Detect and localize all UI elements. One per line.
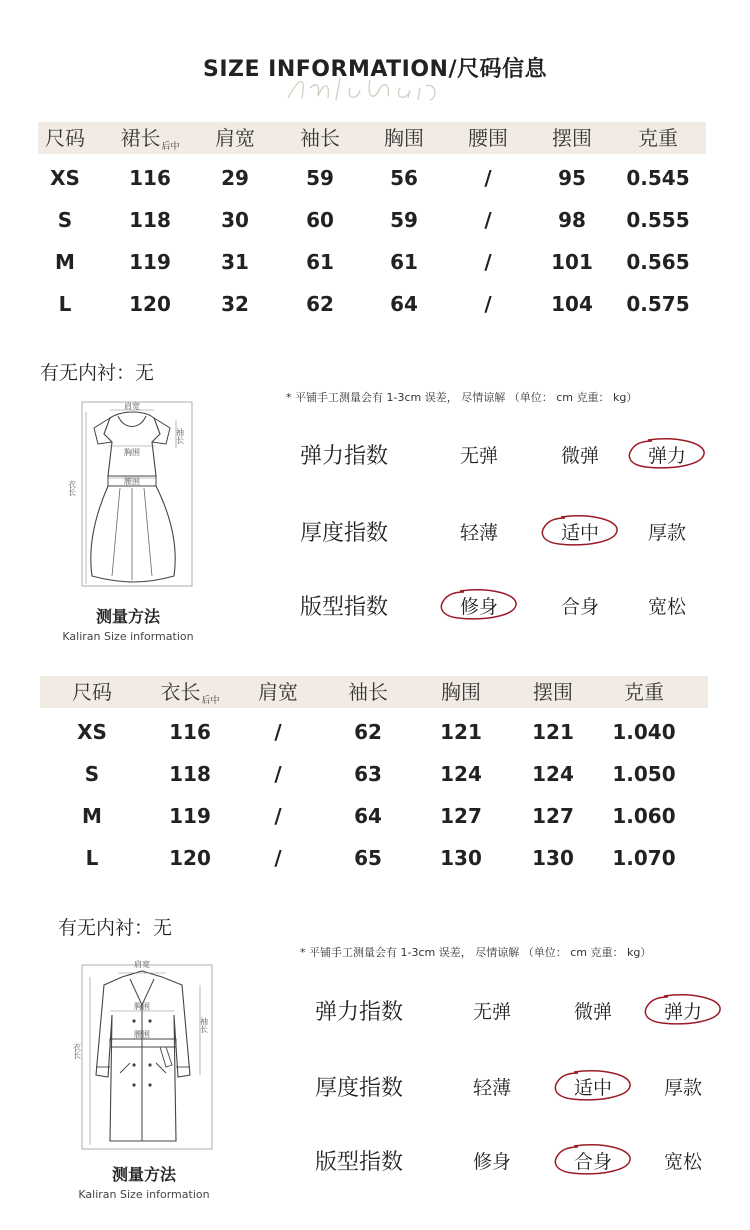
- dress-diagram: [62, 398, 202, 594]
- table2-header-label: 胸围: [441, 680, 481, 704]
- table2-cell: 1.060: [612, 804, 676, 828]
- table2-cell: 130: [532, 846, 574, 870]
- section2-index-label: 厚度指数: [315, 1076, 404, 1101]
- table1-cell: XS: [50, 166, 80, 190]
- measurement-note-2: * 平铺手工测量会有 1-3cm 误差， 尽情谅解 （单位： cm 克重： kg）: [300, 946, 652, 959]
- section1-index-option: 适中: [560, 522, 599, 544]
- table2-header-1: [145, 676, 235, 713]
- diagram-label-waist: 腰围: [124, 477, 140, 486]
- coat-diagram: [70, 955, 220, 1155]
- diagram-label-bust: 胸围: [124, 448, 140, 457]
- section2-index-option: 适中: [573, 1077, 612, 1099]
- table2-cell: 120: [169, 846, 211, 870]
- measurement-note: * 平铺手工测量会有 1-3cm 误差， 尽情谅解 （单位： cm 克重： kg）: [286, 391, 638, 404]
- page-title: SIZE INFORMATION/尺码信息: [203, 57, 547, 82]
- lining-info: 有无内衬：无: [40, 362, 155, 384]
- table1-header-label: 肩宽: [215, 126, 255, 150]
- table1-cell: 119: [129, 250, 171, 274]
- table1-cell: 118: [129, 208, 171, 232]
- table1-header-label: 腰围: [468, 126, 508, 150]
- diagram-caption-sub: Kaliran Size information: [62, 630, 194, 643]
- table2-cell: 119: [169, 804, 211, 828]
- table2-header-label: 克重: [624, 680, 664, 704]
- table1-header-6: [527, 122, 617, 154]
- table1-cell: 60: [306, 208, 334, 232]
- section1-index-label: 厚度指数: [300, 521, 389, 546]
- table1-header-label: 尺码: [45, 126, 85, 150]
- lining-info-2: 有无内衬：无: [58, 917, 173, 939]
- table2-header-label: 肩宽: [258, 680, 298, 704]
- section2-index-option: 厚款: [663, 1077, 702, 1099]
- table1-header-1: [105, 122, 195, 159]
- table1-cell: 104: [551, 292, 593, 316]
- table1-header-label: 摆围: [552, 126, 592, 150]
- table2-cell: 64: [354, 804, 382, 828]
- table1-header-label: 胸围: [384, 126, 424, 150]
- diagram-caption: 测量方法: [95, 607, 160, 626]
- section2-index-option: 轻薄: [472, 1077, 511, 1099]
- section1-index-option: 合身: [560, 596, 599, 618]
- table1-cell: L: [58, 292, 72, 316]
- table2-cell: L: [85, 846, 99, 870]
- table2-cell: 121: [440, 720, 482, 744]
- section2-index-option: 宽松: [663, 1151, 702, 1173]
- table2-header-suffix: 后中: [201, 696, 220, 706]
- table1-header-label: 袖长: [300, 126, 340, 150]
- table2-cell: 62: [354, 720, 382, 744]
- table1-cell: 59: [390, 208, 418, 232]
- table2-header-label: 袖长: [348, 680, 388, 704]
- table1-cell: S: [57, 208, 73, 232]
- table1-cell: 56: [390, 166, 418, 190]
- table1-header-label: 裙长: [120, 126, 161, 150]
- table2-header-label: 衣长: [160, 680, 201, 704]
- table2-header-3: [323, 676, 413, 708]
- diagram2-label-shoulder: 肩宽: [134, 960, 150, 969]
- diagram2-label-length: 衣长: [72, 1043, 82, 1059]
- table2-cell: 1.050: [612, 762, 676, 786]
- table1-header-3: [275, 122, 365, 154]
- section2-index-option: 微弹: [573, 1001, 612, 1023]
- table2-cell: 130: [440, 846, 482, 870]
- diagram-label-sleeve: 袖长: [175, 428, 185, 444]
- section2-index-option: 弹力: [663, 1001, 702, 1023]
- table1-header-0: [20, 122, 110, 154]
- section2-index-label: 弹力指数: [315, 1000, 404, 1025]
- watermark-script: [280, 70, 470, 106]
- table1-header-label: 克重: [638, 126, 678, 150]
- table2-cell: 127: [440, 804, 482, 828]
- table1-cell: 32: [221, 292, 249, 316]
- table1-cell: 62: [306, 292, 334, 316]
- table2-cell: 127: [532, 804, 574, 828]
- table2-cell: /: [274, 846, 282, 870]
- table1-cell: 61: [390, 250, 418, 274]
- table2-header-4: [416, 676, 506, 708]
- section1-index-option: 轻薄: [459, 522, 498, 544]
- table1-cell: /: [484, 166, 492, 190]
- table2-cell: /: [274, 720, 282, 744]
- table2-cell: 116: [169, 720, 211, 744]
- table1-cell: 64: [390, 292, 418, 316]
- table2-header-0: [47, 676, 137, 708]
- table1-cell: 116: [129, 166, 171, 190]
- diagram-label-shoulder: 肩宽: [124, 402, 140, 411]
- table2-cell: 65: [354, 846, 382, 870]
- table2-cell: XS: [77, 720, 107, 744]
- table1-cell: 61: [306, 250, 334, 274]
- table2-header-2: [233, 676, 323, 708]
- diagram2-label-sleeve: 袖长: [199, 1017, 209, 1033]
- table2-header-5: [508, 676, 598, 708]
- table1-cell: /: [484, 208, 492, 232]
- table2-header-6: [599, 676, 689, 708]
- section1-index-option: 微弹: [560, 445, 599, 467]
- table1-header-7: [613, 122, 703, 154]
- diagram2-label-waist: 腰围: [134, 1030, 150, 1039]
- section1-index-option: 修身: [459, 596, 498, 618]
- table2-cell: 1.070: [612, 846, 676, 870]
- table1-cell: 98: [558, 208, 586, 232]
- table2-cell: M: [82, 804, 102, 828]
- diagram2-label-bust: 胸围: [134, 1002, 150, 1011]
- table1-cell: 59: [306, 166, 334, 190]
- table2-header-label: 摆围: [533, 680, 573, 704]
- table1-cell: /: [484, 250, 492, 274]
- diagram-caption-sub-2: Kaliran Size information: [78, 1188, 210, 1201]
- table2-cell: 118: [169, 762, 211, 786]
- section1-index-label: 弹力指数: [300, 444, 389, 469]
- table1-cell: 120: [129, 292, 171, 316]
- table1-cell: 101: [551, 250, 593, 274]
- table2-cell: 1.040: [612, 720, 676, 744]
- table1-cell: 0.575: [626, 292, 690, 316]
- section2-index-label: 版型指数: [315, 1150, 404, 1175]
- table1-cell: 95: [558, 166, 586, 190]
- table1-cell: 29: [221, 166, 249, 190]
- section1-index-option: 弹力: [647, 445, 686, 467]
- table1-cell: M: [55, 250, 75, 274]
- table1-header-5: [443, 122, 533, 154]
- table2-cell: /: [274, 762, 282, 786]
- table1-header-4: [359, 122, 449, 154]
- table2-cell: 121: [532, 720, 574, 744]
- table1-header-2: [190, 122, 280, 154]
- table2-cell: 63: [354, 762, 382, 786]
- table2-cell: 124: [440, 762, 482, 786]
- section2-index-option: 无弹: [472, 1001, 511, 1023]
- table1-cell: 30: [221, 208, 249, 232]
- diagram-caption-2: 测量方法: [111, 1165, 176, 1184]
- table1-cell: 0.545: [626, 166, 690, 190]
- table2-cell: 124: [532, 762, 574, 786]
- table2-cell: S: [84, 762, 100, 786]
- section1-index-option: 宽松: [647, 596, 686, 618]
- table1-cell: 0.565: [626, 250, 690, 274]
- diagram-label-length: 衣长: [67, 480, 77, 496]
- table2-header-label: 尺码: [72, 680, 112, 704]
- table1-cell: 31: [221, 250, 249, 274]
- section1-index-label: 版型指数: [300, 595, 389, 620]
- section2-index-option: 合身: [573, 1151, 612, 1173]
- table2-cell: /: [274, 804, 282, 828]
- table1-cell: /: [484, 292, 492, 316]
- section2-index-option: 修身: [472, 1151, 511, 1173]
- table1-header-suffix: 后中: [161, 142, 180, 152]
- section1-index-option: 无弹: [459, 445, 498, 467]
- section1-index-option: 厚款: [647, 522, 686, 544]
- table1-cell: 0.555: [626, 208, 690, 232]
